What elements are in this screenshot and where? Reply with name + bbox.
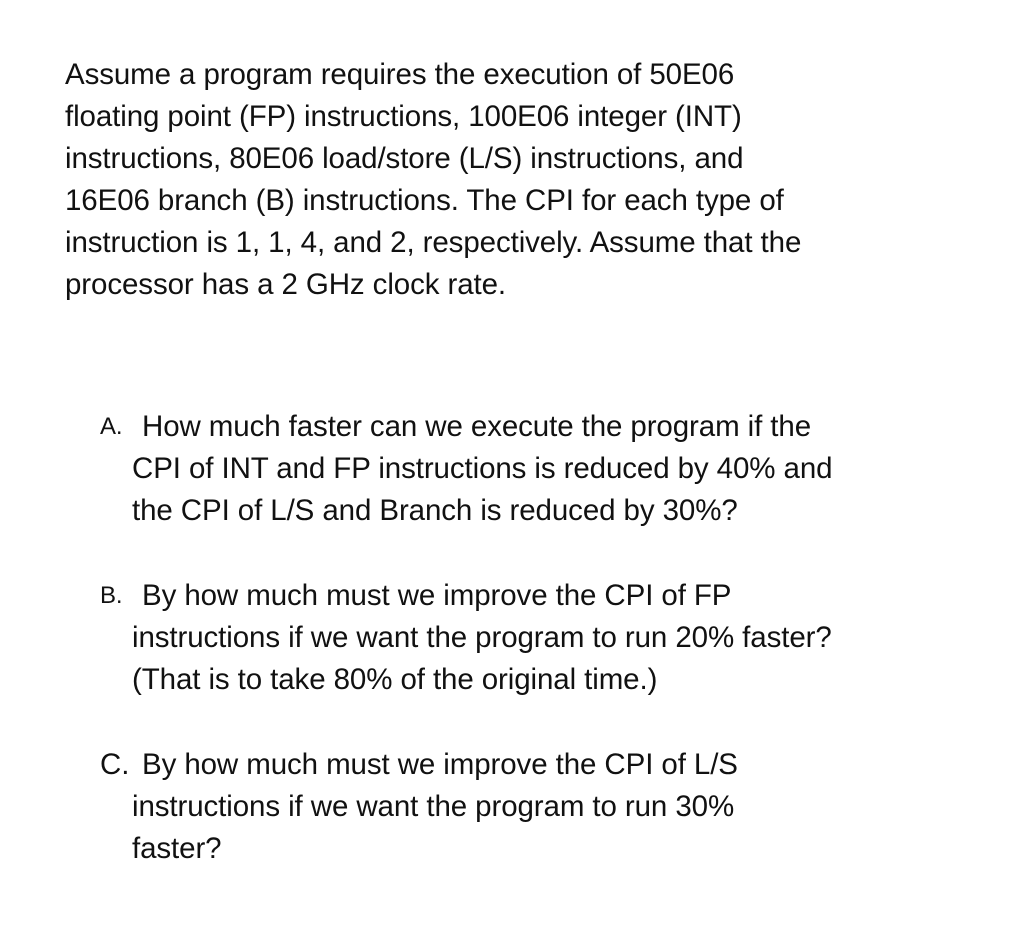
intro-line: processor has a 2 GHz clock rate. — [65, 268, 507, 301]
question-c-marker: C. — [100, 748, 130, 781]
question-c-line: instructions if we want the program to run 30% — [132, 790, 735, 823]
question-c-line: faster? — [132, 832, 222, 865]
question-b-line: instructions if we want the program to run 20% faster? — [132, 621, 832, 654]
question-b-line: (That is to take 80% of the original time.) — [132, 663, 658, 696]
intro-line: instruction is 1, 1, 4, and 2, respectively. Assume that the — [65, 226, 802, 259]
question-a-line: How much faster can we execute the program if the — [142, 410, 812, 443]
question-a-line: CPI of INT and FP instructions is reduced by 40% and — [132, 452, 833, 485]
intro-line: Assume a program requires the execution of 50E06 — [65, 58, 735, 91]
question-c-line: By how much must we improve the CPI of L/S — [142, 748, 738, 781]
intro-line: 16E06 branch (B) instructions. The CPI for each type of — [65, 184, 784, 217]
question-a-marker: A. — [100, 413, 123, 440]
question-b-marker: B. — [100, 582, 123, 609]
intro-line: instructions, 80E06 load/store (L/S) instructions, and — [65, 142, 744, 175]
intro-line: floating point (FP) instructions, 100E06 integer (INT) — [65, 100, 742, 133]
question-b-line: By how much must we improve the CPI of FP — [142, 579, 732, 612]
question-a-line: the CPI of L/S and Branch is reduced by 30%? — [132, 494, 738, 527]
